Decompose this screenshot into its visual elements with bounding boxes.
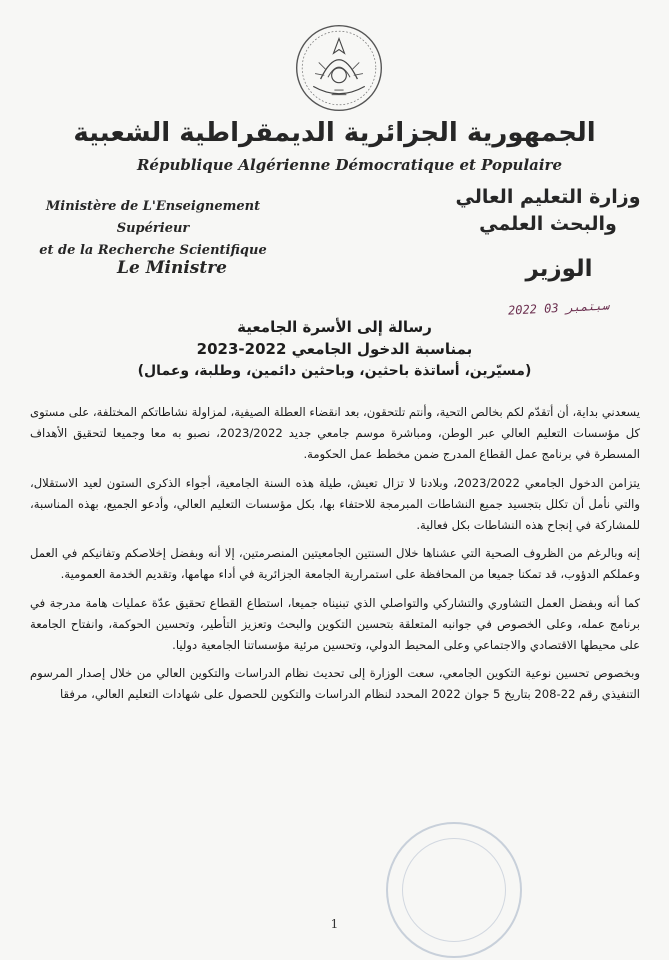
title-line2: بمناسبة الدخول الجامعي 2022-2023 <box>196 340 473 358</box>
ministry-ar-line2: والبحث العلمي <box>479 213 617 235</box>
title-line3: (مسيّرين، أساتذة باحثين، وباحثين دائمين، وطلبة، وعمال) <box>137 363 532 379</box>
ministry-fr-line1: Ministère de L'Enseignement Supérieur <box>45 199 261 236</box>
algeria-emblem-icon <box>293 22 385 114</box>
ministry-name-french <box>18 196 288 262</box>
paragraph-4: كما أنه وبفضل العمل التشاوري والتشاركي والتواصلي الذي تبنيناه جميعا، استطاع القطاع تحقيق عدّة عمليات هامة مدرجة في برنامج عمله، وعلى الخصوص في جوانبه المتعلقة بتحسين التكوين والبحث وتعزيز التأطير، وتحسين الحوكمة، وانفتاح الجامعة على محيطها الاقتصادي والاجتماعي وعلى المحيط الدولي، وتحسين مرئية مؤسساتنا الجامعية دوليا. <box>30 595 640 653</box>
paragraph-2: يتزامن الدخول الجامعي 2023/2022، وبلادنا لا تزال تعيش، طيلة هذه السنة الجامعية، أجواء الذكرى الستون لعيد الاستقلال، والتي نأمل أن تكلل بتجسيد جميع النشاطات المبرمجة للاحتفاء بها، بكل مؤسسات التعليم العالي، وأدعو الجميع، بهذه المناسبة، للمشاركة في إنجاح هذه النشاطات بكل فعالية. <box>30 475 640 533</box>
paragraph-3: إنه وبالرغم من الظروف الصحية التي عشناها خلال السنتين الجامعيتين المنصرمتين، إلا أنه وبفضل إخلاصكم وتفانيكم في العمل وعملكم الدؤوب، قد تمكنا جميعا من المحافظة على استمرارية الجامعة الجزائرية في أداء مهامها، وتقديم الخدمة العمومية. <box>30 546 640 582</box>
ministry-fr-line2: et de la Recherche Scientifique <box>39 243 267 258</box>
paragraph-1: يسعدني بداية، أن أتقدّم لكم بخالص التحية، وأنتم تلتحقون، بعد انقضاء العطلة الصيفية، لمزاولة نشاطاتكم المختلفة، على مستوى كل مؤسسات التعليم العالي عبر الوطن، ومباشرة موسم جامعي جديد 2023/2022، نصبو به معا وجميعا لتحقيق الأهداف المسطرة في برنامج عمل القطاع المدرج ضمن مخطط عمل الحكومة. <box>30 405 640 462</box>
minister-title-french: Le Ministre <box>117 258 227 278</box>
ministry-ar-line1: وزارة التعليم العالي <box>455 186 641 208</box>
minister-title-arabic: الوزير <box>525 256 593 282</box>
republic-name-french: République Algérienne Démocratique et Populaire <box>136 156 563 174</box>
letter-body <box>30 402 640 713</box>
official-seal-stamp <box>386 822 522 958</box>
republic-name-arabic: الجمهورية الجزائرية الديمقراطية الشعبية <box>73 118 596 148</box>
page-number: 1 <box>330 917 339 931</box>
title-line1: رسالة إلى الأسرة الجامعية <box>237 318 432 336</box>
date-stamp: 2022 سبتمبر 03 <box>507 298 610 318</box>
paragraph-5: وبخصوص تحسين نوعية التكوين الجامعي، سعت الوزارة إلى تحديث نظام الدراسات والتكوين العالي من خلال إصدار المرسوم التنفيذي رقم 22-208 بتاريخ 5 جوان 2022 المحدد لنظام الدراسات والتكوين للحصول على شهادات التعليم العالي، مرفقا <box>30 666 640 702</box>
ministry-name-arabic <box>453 184 643 238</box>
letter-title <box>0 316 669 382</box>
